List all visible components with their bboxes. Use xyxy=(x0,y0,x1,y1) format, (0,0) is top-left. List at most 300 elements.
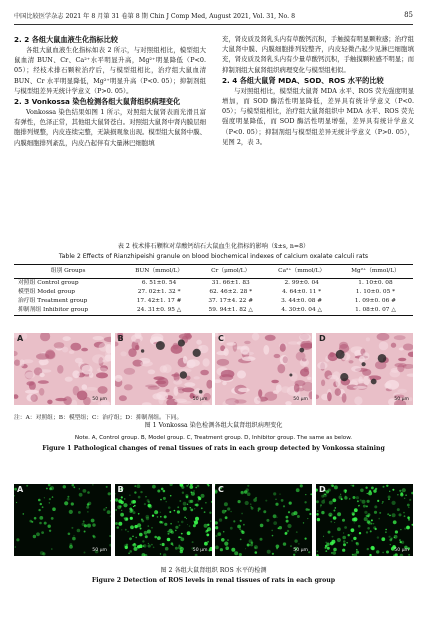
tissue-texture xyxy=(202,358,209,366)
tissue-texture xyxy=(274,354,281,358)
fluorescence-spot xyxy=(260,524,264,528)
tissue-texture xyxy=(25,372,35,379)
fluorescence-spot xyxy=(273,521,277,525)
fluorescence-spot xyxy=(342,536,346,540)
tissue-texture xyxy=(96,372,108,378)
tissue-texture xyxy=(26,381,34,385)
fluorescence-spot xyxy=(364,517,368,521)
tissue-texture xyxy=(102,359,109,362)
table-cell: 抑制剂组 Inhibitor group xyxy=(14,306,122,316)
panel-label: A xyxy=(17,334,24,343)
fluorescence-spot xyxy=(328,531,331,534)
figure-2-panel-c xyxy=(215,484,312,556)
fluorescence-spot xyxy=(16,538,19,541)
fluorescence-spot xyxy=(287,524,291,528)
fluorescence-spot xyxy=(360,489,364,493)
fluorescence-spot xyxy=(407,516,410,519)
calcium-deposit xyxy=(179,371,186,378)
col-header-ca: Ca²⁺（mmol/L） xyxy=(265,265,338,279)
section-2-3-continued: 充，肾皮质及肾乳头内有草酸钙沉积，手触摸有明显颗粒感；治疗组大鼠肾中膜、内膜细胞排列较整齐，内皮轻微凸起少见淋巴细胞填充，肾皮质及肾乳头内有少量草酸钙沉积，手触摸颗粒感不明显；而抑制剂组大鼠肾组织病理变化与模型组相似。 xyxy=(222,35,414,74)
fluorescence-spot xyxy=(397,508,400,511)
fluorescence-spot xyxy=(374,511,377,514)
tissue-texture xyxy=(225,398,239,405)
fluorescence-spot xyxy=(317,551,318,552)
tissue-texture xyxy=(276,384,282,392)
fluorescence-spot xyxy=(280,494,281,495)
tissue-texture xyxy=(57,365,63,374)
fluorescence-spot xyxy=(404,527,406,529)
fluorescence-spot xyxy=(376,550,379,553)
fluorescence-spot xyxy=(305,538,307,540)
tissue-texture xyxy=(123,368,134,375)
fluorescence-spot xyxy=(107,510,111,514)
header-rule xyxy=(14,24,413,25)
scale-bar-label: 50 μm xyxy=(92,397,107,402)
figure-1-panel-b xyxy=(115,333,212,405)
tissue-texture xyxy=(165,389,169,392)
table-2-title xyxy=(14,242,413,262)
fluorescence-spot xyxy=(342,549,345,552)
fluorescence-spot xyxy=(378,518,380,520)
table-cell: 59. 94±1. 82 △ xyxy=(196,306,265,316)
tissue-texture xyxy=(217,359,229,366)
fluorescence-spot xyxy=(67,496,69,498)
tissue-texture xyxy=(93,336,104,340)
fluorescence-spot xyxy=(243,524,245,526)
table-cell: 4. 64±0. 11 * xyxy=(282,289,322,295)
fluorescence-spot xyxy=(178,525,180,527)
fluorescence-spot xyxy=(176,510,179,513)
fluorescence-spot xyxy=(207,541,209,543)
panel-label: B xyxy=(117,485,124,494)
tissue-texture xyxy=(65,377,73,382)
fluorescence-spot xyxy=(367,527,370,530)
fluorescence-spot xyxy=(52,496,54,498)
fluorescence-spot xyxy=(121,510,122,511)
fluorescence-spot xyxy=(120,496,122,498)
fluorescence-background xyxy=(215,484,312,556)
scale-bar-label: 50 μm xyxy=(92,548,107,553)
fluorescence-spot xyxy=(164,523,167,526)
figure-2-caption-cn: 图 2 各组大鼠肾组织 ROS 水平的检测 xyxy=(160,567,267,574)
fluorescence-spot xyxy=(83,489,87,493)
fluorescence-spot xyxy=(180,521,183,524)
fluorescence-spot xyxy=(230,511,232,513)
tissue-texture xyxy=(377,333,390,341)
fluorescence-spot xyxy=(67,498,70,501)
fluorescence-spot xyxy=(152,485,156,489)
table-row xyxy=(14,288,413,297)
fluorescence-spot xyxy=(73,486,75,488)
fluorescence-spot xyxy=(279,526,282,529)
fluorescence-spot xyxy=(210,521,211,522)
fluorescence-spot xyxy=(383,486,385,488)
fluorescence-spot xyxy=(266,519,269,522)
fluorescence-spot xyxy=(308,551,310,553)
fluorescence-spot xyxy=(221,538,225,542)
fluorescence-spot xyxy=(241,492,242,493)
fluorescence-spot xyxy=(320,506,321,507)
fluorescence-spot xyxy=(129,494,131,496)
tissue-texture xyxy=(226,342,236,345)
fluorescence-spot xyxy=(241,513,243,515)
fluorescence-spot xyxy=(103,508,106,511)
fluorescence-spot xyxy=(130,525,134,529)
tissue-texture xyxy=(75,358,83,364)
fluorescence-spot xyxy=(132,511,135,514)
tissue-texture xyxy=(147,370,155,375)
fluorescence-spot xyxy=(68,533,71,536)
fluorescence-spot xyxy=(239,528,241,530)
fluorescence-spot xyxy=(204,542,208,546)
fluorescence-spot xyxy=(78,511,81,514)
fluorescence-spot xyxy=(44,497,45,498)
tissue-texture xyxy=(198,346,202,349)
fluorescence-spot xyxy=(389,515,391,517)
fluorescence-spot xyxy=(159,512,160,513)
fluorescence-spot xyxy=(365,487,367,489)
fluorescence-spot xyxy=(133,506,134,507)
tissue-texture xyxy=(153,376,164,380)
fluorescence-spot xyxy=(321,511,324,514)
journal-info: 中国比较医学杂志 2021 年 8 月第 31 卷第 8 期 Chin J Comp Med, August 2021, Vol. 31, No. 8 xyxy=(14,13,296,20)
fluorescence-spot xyxy=(129,503,131,505)
fluorescence-spot xyxy=(399,513,402,516)
fluorescence-spot xyxy=(115,522,118,525)
fluorescence-spot xyxy=(341,498,343,500)
fluorescence-spot xyxy=(157,490,160,493)
fluorescence-spot xyxy=(240,520,242,522)
table-2-title-cn: 表 2 枝术排石颗粒对草酸钙结石大鼠血生化指标的影响（x̄±s, n=8） xyxy=(117,243,310,250)
fluorescence-spot xyxy=(344,496,347,499)
running-header xyxy=(14,11,413,23)
fluorescence-spot xyxy=(286,520,289,523)
fluorescence-spot xyxy=(179,500,181,502)
fluorescence-spot xyxy=(404,515,406,517)
fluorescence-spot xyxy=(231,548,235,552)
tissue-texture xyxy=(336,378,341,387)
fluorescence-spot xyxy=(254,545,258,549)
fluorescence-spot xyxy=(371,523,373,525)
tissue-texture xyxy=(288,341,299,344)
fluorescence-spot xyxy=(294,511,298,515)
fluorescence-spot xyxy=(408,507,410,509)
fluorescence-spot xyxy=(316,500,319,503)
fluorescence-spot xyxy=(330,515,331,516)
fluorescence-spot xyxy=(121,529,122,530)
fluorescence-spot xyxy=(134,491,136,493)
fluorescence-spot xyxy=(207,485,209,487)
fluorescence-spot xyxy=(185,496,188,499)
fluorescence-spot xyxy=(186,518,187,519)
fluorescence-spot xyxy=(344,490,346,492)
tissue-texture xyxy=(131,334,143,342)
fluorescence-spot xyxy=(190,491,192,493)
fluorescence-spot xyxy=(205,502,207,504)
fluorescence-spot xyxy=(354,508,358,512)
tissue-texture xyxy=(38,380,49,384)
fluorescence-spot xyxy=(84,524,87,527)
fluorescence-spot xyxy=(275,499,276,500)
fluorescence-spot xyxy=(180,533,182,535)
tissue-texture xyxy=(182,356,186,364)
scale-bar-label: 50 μm xyxy=(293,397,308,402)
fluorescence-spot xyxy=(373,489,376,492)
fluorescence-spot xyxy=(227,507,230,510)
fluorescence-spot xyxy=(41,531,44,534)
fluorescence-spot xyxy=(337,512,341,516)
panel-label: C xyxy=(218,485,224,494)
fluorescence-spot xyxy=(230,527,233,530)
fluorescence-spot xyxy=(178,536,180,538)
tissue-texture xyxy=(92,354,105,363)
fluorescence-spot xyxy=(333,516,337,520)
fluorescence-spot xyxy=(307,518,308,519)
fluorescence-spot xyxy=(180,537,181,538)
fluorescence-spot xyxy=(224,542,228,546)
fluorescence-spot xyxy=(175,530,177,532)
fluorescence-spot xyxy=(134,525,137,528)
fluorescence-spot xyxy=(70,543,73,546)
fluorescence-spot xyxy=(399,490,401,492)
fluorescence-spot xyxy=(400,541,402,543)
fluorescence-spot xyxy=(353,496,356,499)
fluorescence-spot xyxy=(333,548,337,552)
tissue-texture xyxy=(120,351,126,356)
fluorescence-spot xyxy=(359,532,361,534)
calcium-deposit xyxy=(177,339,184,346)
fluorescence-spot xyxy=(273,492,276,495)
fluorescence-spot xyxy=(83,521,85,523)
fluorescence-spot xyxy=(374,505,377,508)
fluorescence-spot xyxy=(219,518,222,521)
micrograph-image xyxy=(14,333,111,405)
fluorescence-spot xyxy=(298,543,299,544)
fluorescence-spot xyxy=(265,500,267,502)
fluorescence-spot xyxy=(123,498,125,500)
fluorescence-spot xyxy=(164,547,168,551)
fluorescence-spot xyxy=(16,502,17,503)
fluorescence-spot xyxy=(372,547,375,550)
tissue-texture xyxy=(140,361,152,367)
fluorescence-spot xyxy=(34,517,37,520)
fluorescence-spot xyxy=(145,515,149,519)
table-cell: 4. 30±0. 04 △ xyxy=(265,306,338,316)
fluorescence-spot xyxy=(87,491,90,494)
fluorescence-spot xyxy=(160,488,163,491)
fluorescence-spot xyxy=(296,488,300,492)
table-2 xyxy=(14,264,413,316)
fluorescence-spot xyxy=(358,505,360,507)
panel-label: D xyxy=(319,485,326,494)
fluorescence-spot xyxy=(389,491,390,492)
fluorescence-spot xyxy=(174,547,177,550)
fluorescence-spot xyxy=(137,513,139,515)
calcium-deposit xyxy=(289,374,292,377)
fluorescence-spot xyxy=(237,525,241,529)
tissue-texture xyxy=(86,387,98,391)
fluorescence-spot xyxy=(348,534,350,536)
tissue-texture xyxy=(196,340,202,345)
fluorescence-spot xyxy=(409,499,411,501)
fluorescence-spot xyxy=(304,501,306,503)
tissue-texture xyxy=(171,374,179,377)
scale-bar-label: 50 μm xyxy=(394,548,409,553)
fluorescence-spot xyxy=(371,519,373,521)
fluorescence-spot xyxy=(139,544,143,548)
fluorescence-spot xyxy=(197,500,198,501)
fluorescence-spot xyxy=(130,509,133,512)
fluorescence-spot xyxy=(177,506,179,508)
calcium-deposit xyxy=(155,341,164,350)
fluorescence-spot xyxy=(152,547,154,549)
fluorescence-spot xyxy=(146,499,149,502)
fluorescence-spot xyxy=(383,538,384,539)
fluorescence-spot xyxy=(73,535,74,536)
fluorescence-spot xyxy=(86,506,89,509)
fluorescence-spot xyxy=(87,503,90,506)
tissue-texture xyxy=(54,342,65,348)
fluorescence-spot xyxy=(255,551,258,554)
tissue-texture xyxy=(219,374,233,381)
fluorescence-spot xyxy=(169,495,171,497)
fluorescence-spot xyxy=(49,502,50,503)
table-cell: 1. 08±0. 07 △ xyxy=(338,306,413,316)
fluorescence-spot xyxy=(167,531,169,533)
fluorescence-spot xyxy=(330,521,332,523)
fluorescence-spot xyxy=(145,496,146,497)
tissue-texture xyxy=(173,380,182,385)
fluorescence-spot xyxy=(393,520,397,524)
fluorescence-spot xyxy=(167,533,169,535)
col-header-cr: Cr（μmol/L） xyxy=(196,265,265,279)
tissue-texture xyxy=(237,370,246,378)
fluorescence-spot xyxy=(317,510,318,511)
fluorescence-spot xyxy=(323,536,324,537)
fluorescence-spot xyxy=(84,531,86,533)
tissue-texture xyxy=(145,385,157,388)
fluorescence-spot xyxy=(129,517,132,520)
table-row xyxy=(14,279,413,289)
fluorescence-spot xyxy=(331,484,334,487)
fluorescence-spot xyxy=(408,554,410,556)
fluorescence-spot xyxy=(325,542,327,544)
fluorescence-spot xyxy=(305,494,306,495)
fluorescence-spot xyxy=(151,527,153,529)
tissue-texture xyxy=(252,333,260,341)
fluorescence-spot xyxy=(146,530,150,534)
section-2-2-text: 各组大鼠血液生化指标如表 2 所示，与对照组相比，模型组大鼠血清 BUN、Cr、Ca²⁺水平明显升高，Mg²⁺明显降低（P<0. 05）；经枝术排石颗粒治疗后，与模型组相比，治疗组大鼠血清 BUN、Cr 水平明显降低，Mg²⁺明显升高（P<0. 05）；抑制剂组与模型组差异无统计学意义（P>0. 05）。 xyxy=(14,46,206,95)
fluorescence-spot xyxy=(124,529,126,531)
fluorescence-spot xyxy=(234,551,238,555)
fluorescence-spot xyxy=(159,544,160,545)
tissue-texture xyxy=(72,370,79,378)
tissue-texture xyxy=(185,333,191,340)
tissue-texture xyxy=(241,352,254,356)
scale-bar-label: 50 μm xyxy=(192,548,208,553)
fluorescence-image xyxy=(215,484,312,556)
figure-2-panel-b xyxy=(115,484,212,556)
fluorescence-spot xyxy=(244,490,248,494)
fluorescence-spot xyxy=(92,535,94,537)
fluorescence-spot xyxy=(276,545,280,549)
tissue-texture xyxy=(327,375,337,379)
tissue-texture xyxy=(97,368,108,373)
tissue-texture xyxy=(151,333,163,341)
tissue-texture xyxy=(366,337,370,341)
tissue-texture xyxy=(299,334,311,342)
fluorescence-spot xyxy=(132,536,133,537)
tissue-texture xyxy=(342,393,347,403)
table-row xyxy=(14,297,413,306)
fluorescence-spot xyxy=(293,554,295,556)
fluorescence-spot xyxy=(39,522,42,525)
tissue-texture xyxy=(193,376,199,379)
fluorescence-spot xyxy=(309,513,311,515)
tissue-texture xyxy=(162,364,171,373)
fluorescence-spot xyxy=(71,502,74,505)
fluorescence-spot xyxy=(263,510,266,513)
fluorescence-spot xyxy=(367,493,368,494)
fluorescence-spot xyxy=(118,522,122,526)
calcium-deposit xyxy=(140,349,143,352)
fluorescence-spot xyxy=(352,554,354,556)
tissue-texture xyxy=(14,360,20,366)
fluorescence-spot xyxy=(377,536,379,538)
fluorescence-spot xyxy=(400,493,403,496)
fluorescence-spot xyxy=(388,496,391,499)
panel-label: A xyxy=(17,485,24,494)
fluorescence-spot xyxy=(382,503,383,504)
fluorescence-spot xyxy=(208,549,210,551)
fluorescence-spot xyxy=(389,536,391,538)
fluorescence-spot xyxy=(277,517,278,518)
fluorescence-spot xyxy=(133,547,137,551)
figure-2-panel-d xyxy=(316,484,413,556)
calcium-deposit xyxy=(192,349,200,357)
fluorescence-spot xyxy=(227,539,229,541)
fluorescence-spot xyxy=(367,513,370,516)
fluorescence-spot xyxy=(159,521,162,524)
tissue-texture xyxy=(363,376,370,385)
fluorescence-spot xyxy=(362,500,366,504)
fluorescence-spot xyxy=(297,515,300,518)
fluorescence-spot xyxy=(225,546,229,550)
fluorescence-spot xyxy=(173,510,175,512)
fluorescence-spot xyxy=(343,540,346,543)
table-2-title-en: Table 2 Effects of Rianzhipeishi granule on blood biochemical indexes of calcium oxalate calculi rats xyxy=(58,253,369,260)
fluorescence-spot xyxy=(382,501,384,503)
tissue-texture xyxy=(281,386,290,393)
fluorescence-spot xyxy=(134,505,136,507)
fluorescence-spot xyxy=(223,531,225,533)
fluorescence-spot xyxy=(184,517,186,519)
fluorescence-spot xyxy=(337,527,341,531)
fluorescence-spot xyxy=(159,553,160,554)
fluorescence-spot xyxy=(92,523,95,526)
fluorescence-spot xyxy=(195,517,199,521)
fluorescence-spot xyxy=(115,498,118,501)
fluorescence-spot xyxy=(407,504,410,507)
fluorescence-spot xyxy=(325,550,327,552)
calcium-deposit xyxy=(340,373,348,381)
fluorescence-spot xyxy=(286,516,289,519)
fluorescence-spot xyxy=(161,543,164,546)
tissue-texture xyxy=(47,400,52,405)
fluorescence-spot xyxy=(250,506,252,508)
fluorescence-spot xyxy=(220,548,223,551)
fluorescence-spot xyxy=(191,541,193,543)
